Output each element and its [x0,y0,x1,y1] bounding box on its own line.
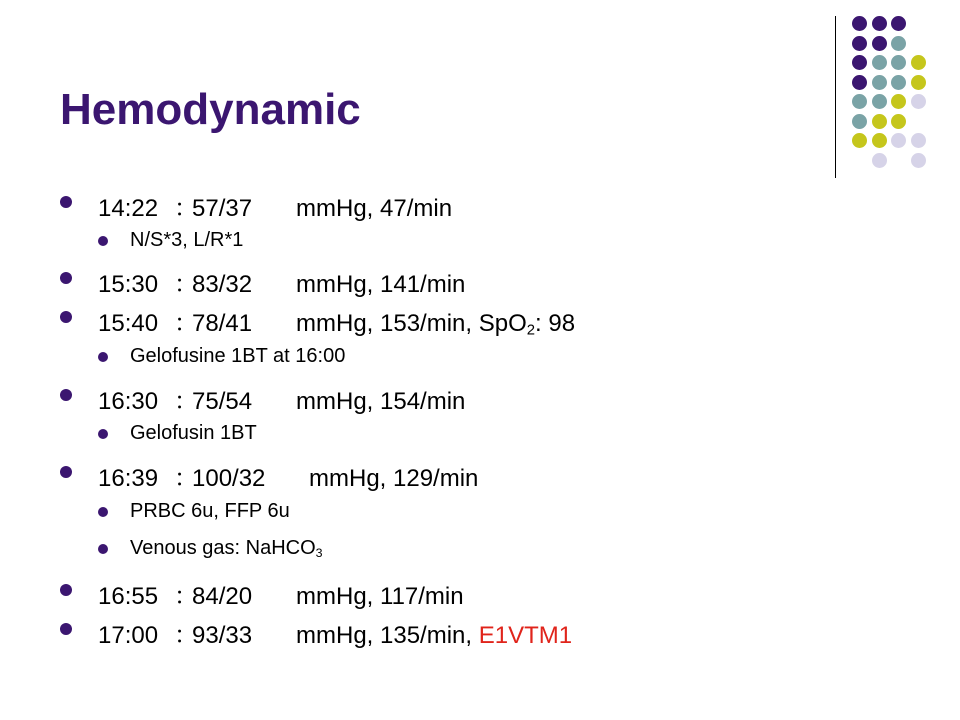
bullet-dot-icon [60,466,72,478]
bullet-dot-icon [98,507,108,517]
vitals-text: mmHg, 117/min [296,583,464,610]
blood-pressure: 83/32 [192,271,253,298]
decorative-dot-icon [872,75,887,90]
sub-bullet-item [130,422,257,445]
vitals-text: mmHg, 141/min [296,271,466,298]
bullet-dot-icon [60,389,72,401]
sub-bullet-item [130,500,290,523]
decorative-dot-icon [891,75,906,90]
time-label: 14:22 [98,195,159,222]
decorative-dot-icon [911,153,926,168]
decorative-dot-icon [852,36,867,51]
colon-separator: ： [174,310,198,337]
bullet-item [98,576,464,611]
blood-pressure: 57/37 [192,195,253,222]
sub-bullet-item [130,537,323,560]
decorative-dot-icon [891,55,906,70]
vitals-text: mmHg, 135/min, [296,622,479,649]
decorative-dot-icon [872,153,887,168]
bullet-dot-icon [98,352,108,362]
sub-bullet-text: Gelofusine 1BT at 16:00 [130,345,346,367]
bullet-dot-icon [98,544,108,554]
sub-bullet-item [130,229,243,252]
bullet-item [98,381,465,416]
decorative-dot-icon [911,55,926,70]
decorative-dot-icon [891,133,906,148]
time-label: 15:30 [98,271,159,298]
decorative-dot-icon [872,133,887,148]
sub-bullet-item [130,345,345,368]
bullet-dot-icon [98,236,108,246]
colon-separator: ： [174,465,198,492]
bullet-item [98,615,572,650]
sub-bullet-text: Gelofusin 1BT [130,422,257,444]
colon-separator: ： [174,388,198,415]
time-label: 16:30 [98,388,159,415]
bullet-item [98,188,452,223]
decorative-dot-icon [852,114,867,129]
time-label: 15:40 [98,310,159,337]
bullet-item [98,264,465,299]
decorative-dot-icon [911,94,926,109]
blood-pressure: 100/32 [192,465,266,492]
bullet-dot-icon [60,272,72,284]
bullet-dot-icon [60,196,72,208]
time-label: 16:39 [98,465,159,492]
vitals-text: mmHg, 154/min [296,388,466,415]
decorative-dot-icon [911,133,926,148]
decorative-dot-icon [872,36,887,51]
decorative-dot-icon [852,133,867,148]
decorative-dot-icon [891,94,906,109]
decorative-dot-icon [852,94,867,109]
decorative-dot-icon [872,114,887,129]
bullet-item [98,458,478,493]
decorative-dot-icon [911,75,926,90]
bullet-dot-icon [60,311,72,323]
colon-separator: ： [174,583,198,610]
bullet-item [98,303,575,339]
vitals-tail: : 98 [535,310,576,337]
decorative-dot-icon [852,16,867,31]
vitals-text: mmHg, 129/min [309,465,479,492]
subscript: 2 [526,322,536,339]
bullet-dot-icon [60,584,72,596]
vertical-divider [835,16,836,178]
decorative-dot-icon [891,16,906,31]
time-label: 16:55 [98,583,159,610]
blood-pressure: 75/54 [192,388,253,415]
time-label: 17:00 [98,622,159,649]
colon-separator: ： [174,195,198,222]
colon-separator: ： [174,271,198,298]
blood-pressure: 93/33 [192,622,253,649]
decorative-dot-icon [891,114,906,129]
subscript: 3 [315,546,323,561]
highlight-text: E1VTM1 [478,622,573,649]
bullet-dot-icon [60,623,72,635]
decorative-dot-icon [872,55,887,70]
sub-bullet-text: N/S*3, L/R*1 [130,229,244,251]
vitals-text: mmHg, 47/min [296,195,453,222]
vitals-text: mmHg, 153/min, SpO [296,310,527,337]
decorative-dot-icon [852,75,867,90]
slide-title: Hemodynamic [60,85,361,134]
bullet-dot-icon [98,429,108,439]
decorative-dot-icon [872,16,887,31]
sub-bullet-text: Venous gas: NaHCO [130,537,316,559]
blood-pressure: 84/20 [192,583,253,610]
decorative-dot-icon [872,94,887,109]
colon-separator: ： [174,622,198,649]
blood-pressure: 78/41 [192,310,253,337]
sub-bullet-text: PRBC 6u, FFP 6u [130,500,290,522]
decorative-dot-icon [891,36,906,51]
decorative-dot-icon [852,55,867,70]
